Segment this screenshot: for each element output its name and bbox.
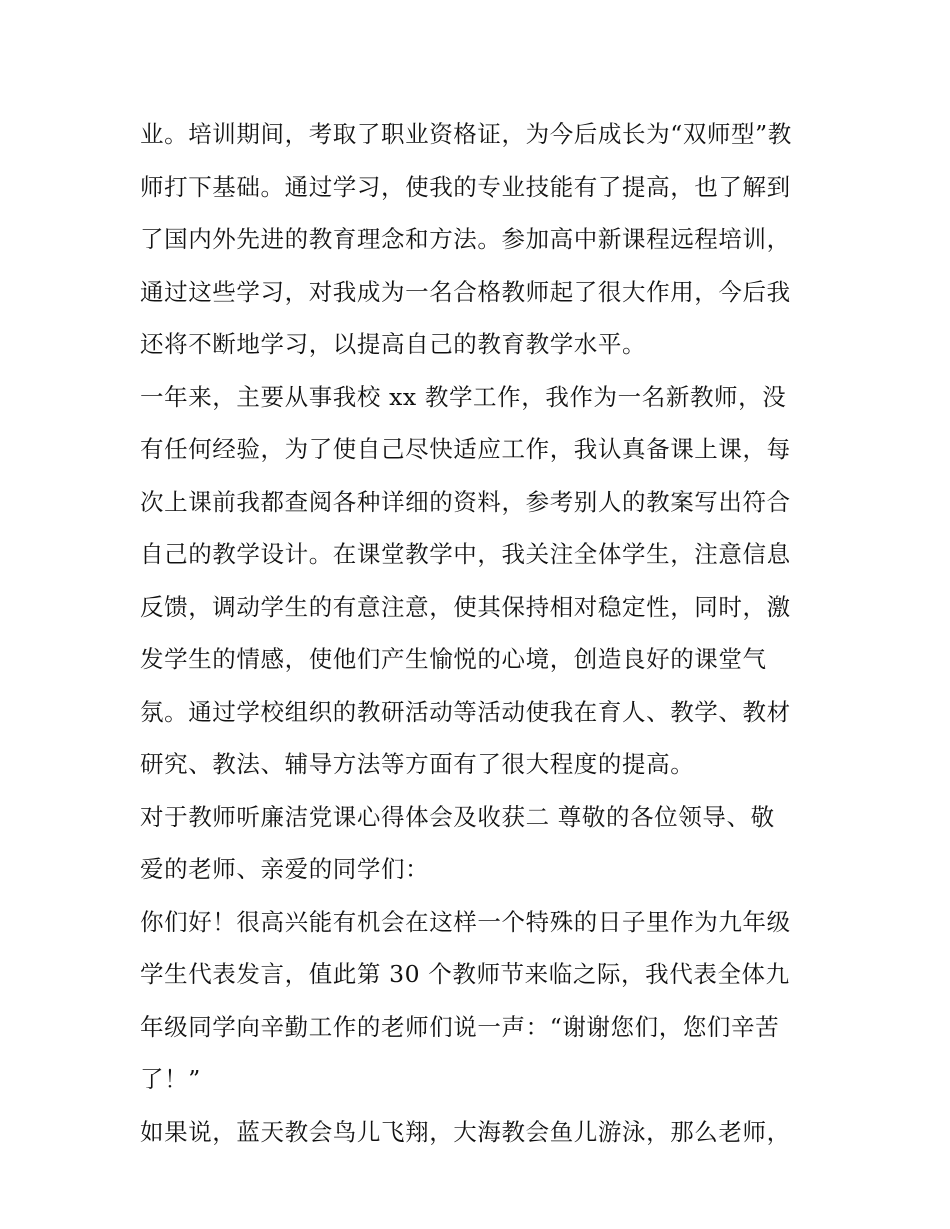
text-line: 通过这些学习，对我成为一名合格教师起了很大作用，今后我 <box>140 277 791 306</box>
text-line: 有任何经验，为了使自己尽快适应工作，我认真备课上课，每 <box>140 435 791 463</box>
text-line: 反馈，调动学生的有意注意，使其保持相对稳定性，同时，激 <box>140 592 791 621</box>
text-line: 次上课前我都查阅各种详细的资料，参考别人的教案写出符合 <box>140 487 791 516</box>
text-line: 年级同学向辛勤工作的老师们说一声：“谢谢您们，您们辛苦 <box>140 1012 780 1041</box>
text-line: 还将不断地学习，以提高自己的教育教学水平。 <box>140 330 647 358</box>
text-line: 研究、教法、辅导方法等方面有了很大程度的提高。 <box>140 750 695 778</box>
text-line: 自己的教学设计。在课堂教学中，我关注全体学生，注意信息 <box>140 540 791 568</box>
text-line: 发学生的情感，使他们产生愉悦的心境，创造良好的课堂气 <box>140 645 767 673</box>
text-line: 了！” <box>140 1065 201 1093</box>
document-body <box>140 108 820 1158</box>
text-line: 对于教师听廉洁党课心得体会及收获二 尊敬的各位领导、敬 <box>140 802 775 831</box>
text-line: 爱的老师、亲爱的同学们： <box>140 855 430 883</box>
text-line: 你们好！很高兴能有机会在这样一个特殊的日子里作为九年级 <box>140 907 791 936</box>
text-line: 业。培训期间，考取了职业资格证，为今后成长为“双师型”教 <box>140 120 792 148</box>
text-line: 如果说，蓝天教会鸟儿飞翔，大海教会鱼儿游泳，那么老师， <box>140 1117 791 1146</box>
text-line: 学生代表发言，值此第 30 个教师节来临之际，我代表全体九 <box>140 960 790 988</box>
text-line: 氛。通过学校组织的教研活动等活动使我在育人、教学、教材 <box>140 697 791 726</box>
text-line: 一年来，主要从事我校 xx 教学工作，我作为一名新教师，没 <box>140 382 787 411</box>
text-line: 了国内外先进的教育理念和方法。参加高中新课程远程培训， <box>140 225 791 253</box>
text-line: 师打下基础。通过学习，使我的专业技能有了提高，也了解到 <box>140 172 791 201</box>
